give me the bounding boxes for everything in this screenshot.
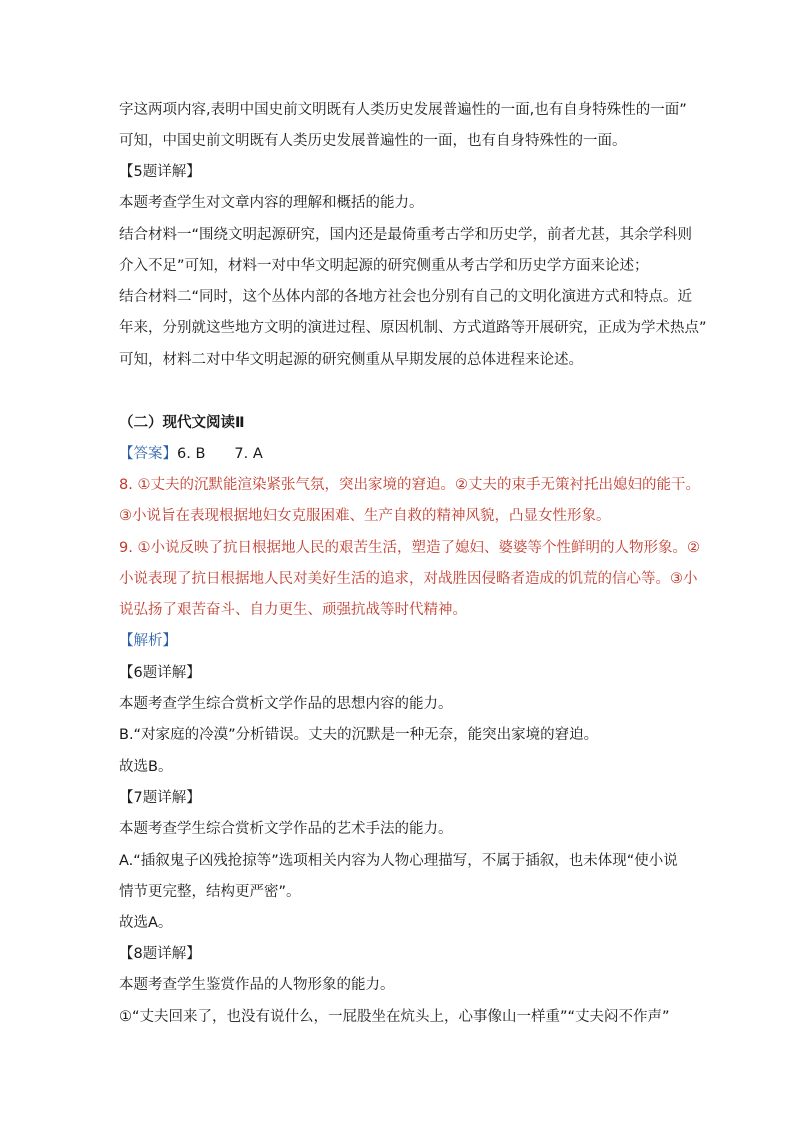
q8-heading: 【8题详解】 [119, 946, 201, 962]
answer-line [119, 444, 263, 464]
q8-answer-line: 8. ①丈夫的沉默能渲染紧张气氛，突出家境的窘迫。②丈夫的束手无策衬托出媳妇的能干。 [119, 477, 700, 493]
q7-text-line: A.“插叙鬼子凶残抢掠等”选项相关内容为人物心理描写，不属于插叙，也未体现“使小说 [119, 853, 678, 869]
section-title: （二）现代文阅读Ⅱ [119, 415, 245, 431]
q6-heading: 【6题详解】 [119, 665, 201, 681]
q9-answer-line: 说弘扬了艰苦奋斗、自力更生、顽强抗战等时代精神。 [119, 602, 467, 618]
q7-text-line: 情节更完整，结构更严密”。 [119, 884, 301, 900]
q6-text: B.“对家庭的冷漠”分析错误。丈夫的沉默是一种无奈，能突出家境的窘迫。 [119, 727, 599, 743]
q5-text-line: 结合材料二“同时，这个丛体内部的各地方社会也分别有自己的文明化演进方式和特点。近 [119, 289, 693, 305]
q9-answer-line: 9. ①小说反映了抗日根据地人民的艰苦生活，塑造了媳妇、婆婆等个性鲜明的人物形象。② [119, 540, 700, 556]
q8-ability: 本题考查学生鉴赏作品的人物形象的能力。 [119, 977, 395, 993]
q5-heading: 【5题详解】 [119, 164, 201, 180]
q6-ability: 本题考查学生综合赏析文学作品的思想内容的能力。 [119, 696, 453, 712]
q7-ability: 本题考查学生综合赏析文学作品的艺术手法的能力。 [119, 821, 453, 837]
q8-detail: ①“丈夫回来了，也没有说什么，一屁股坐在炕头上，心事像山一样重”“丈夫闷不作声” [119, 1009, 670, 1025]
q7-choice: 故选A。 [119, 915, 173, 931]
passage-line: 可知，中国史前文明既有人类历史发展普遍性的一面，也有自身特殊性的一面。 [119, 133, 627, 149]
q8-answer-line: ③小说旨在表现根据地妇女克服困难、生产自救的精神风貌，凸显女性形象。 [119, 508, 611, 524]
q7-heading: 【7题详解】 [119, 790, 201, 806]
passage-line: 字这两项内容,表明中国史前文明既有人类历史发展普遍性的一面,也有自身特殊性的一面” [119, 102, 687, 118]
answer-choices: 6. B 7. A [177, 446, 263, 462]
answer-label: 【答案】 [119, 446, 177, 462]
q5-ability: 本题考查学生对文章内容的理解和概括的能力。 [119, 195, 424, 211]
q9-answer-line: 小说表现了抗日根据地人民对美好生活的追求，对战胜因侵略者造成的饥荒的信心等。③小 [119, 571, 698, 587]
q5-text-line: 结合材料一“围绕文明起源研究，国内还是最倚重考古学和历史学，前者尤甚，其余学科则 [119, 227, 693, 243]
q5-text-line: 年来，分别就这些地方文明的演进过程、原因机制、方式道路等开展研究，正成为学术热点” [119, 320, 707, 336]
analysis-label: 【解析】 [119, 633, 177, 649]
q5-text-line: 可知，材料二对中华文明起源的研究侧重从早期发展的总体进程来论述。 [119, 352, 583, 368]
q6-choice: 故选B。 [119, 759, 173, 775]
q5-text-line: 介入不足”可知，材料一对中华文明起源的研究侧重从考古学和历史学方面来论述； [119, 258, 649, 274]
